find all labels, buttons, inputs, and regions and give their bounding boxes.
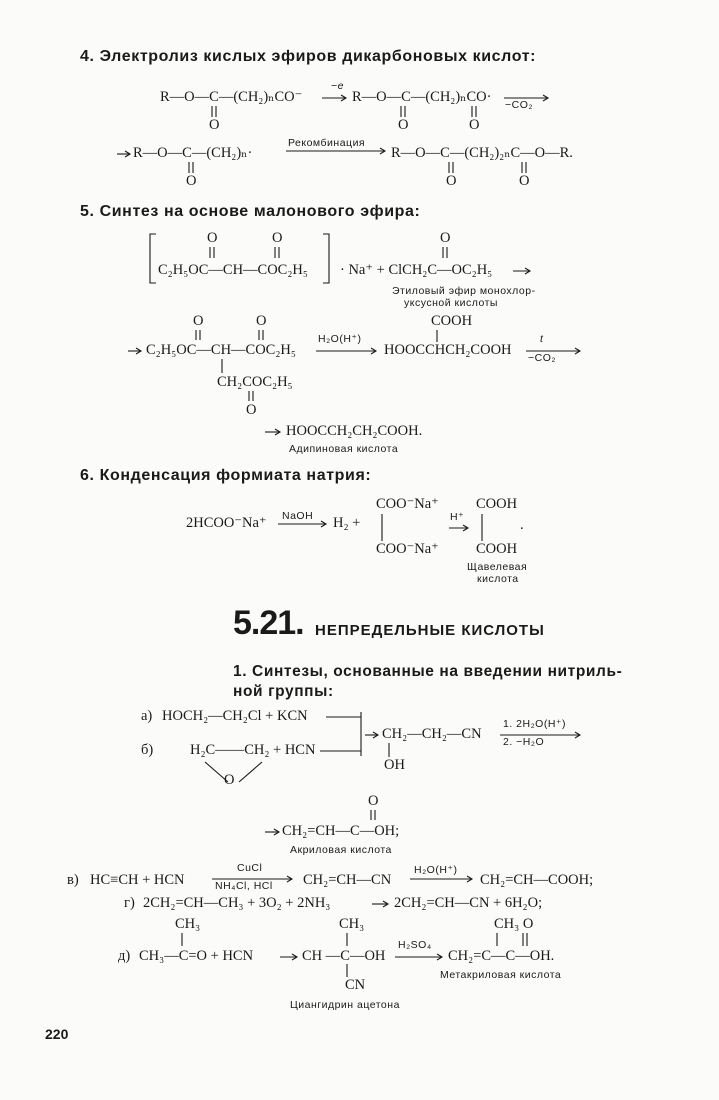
section-number: 5.21.	[233, 604, 304, 642]
r5b-o1: O	[193, 313, 204, 329]
rd-mid: CH —C—OH	[302, 948, 386, 964]
r5-chloroacetate: · Na⁺ + ClCH₂C—OC₂H₅	[340, 262, 493, 278]
arrow-cucl-label: CuCl	[237, 862, 263, 874]
r4-double-bonds	[189, 106, 526, 173]
r4b-radical: R—O—C—(CH₂)ₙ·	[133, 145, 253, 161]
arrow-ab-label-2: 2. −H₂O	[503, 736, 545, 748]
r5b-triester: C₂H₅OC—CH—COC₂H₅	[146, 342, 296, 358]
r5-o3: O	[440, 230, 451, 246]
arrow-recombination-label: Рекомбинация	[288, 137, 366, 149]
arrow-naoh-label: NaOH	[282, 510, 314, 522]
rd-cn: CN	[345, 977, 366, 993]
rg-right: 2CH₂=CH—CN + 6H₂O;	[394, 895, 543, 911]
rd-ch3o: CH₃ O	[494, 916, 534, 932]
rv-right: CH₂=CH—COOH;	[480, 872, 594, 888]
rg-lines	[372, 901, 388, 907]
caption-oxalic-1: Щавелевая	[467, 561, 528, 573]
r5-ester-caption-2: уксусной кислоты	[404, 297, 498, 309]
acr-o: O	[368, 793, 379, 809]
r4a-radical: R—O—C—(CH₂)ₙCO·	[352, 89, 492, 105]
heading-formate: 6. Конденсация формиата натрия:	[80, 467, 372, 484]
r4b-o1: O	[186, 173, 197, 189]
r4a-o2: O	[398, 117, 409, 133]
r6-dot: .	[520, 517, 524, 533]
caption-methacrylic: Метакриловая кислота	[440, 969, 562, 981]
caption-acrylic: Акриловая кислота	[290, 844, 392, 856]
r4a-o1: O	[209, 117, 220, 133]
r4a-o3: O	[469, 117, 480, 133]
r5b-cooh: COOH	[431, 313, 473, 329]
r5b-tricarboxylic: HOOCCHCH₂COOH	[384, 342, 512, 358]
rv-mid: CH₂=CH—CN	[303, 872, 392, 888]
arrow-h2o-label-2: H₂O(H⁺)	[414, 864, 458, 876]
subheading-line-2: ной группы:	[233, 683, 334, 700]
r5b-branch: CH₂COC₂H₅	[217, 374, 293, 390]
arrow-h2so4-label: H₂SO₄	[398, 939, 432, 951]
arrow-e-label: −e	[331, 80, 344, 92]
r5-arrows	[128, 268, 580, 435]
r5-double-bonds	[196, 247, 447, 401]
rd-left: CH₃—C=O + HCN	[139, 948, 254, 964]
arrow-co2-label-2: −CO₂	[528, 352, 556, 364]
r5-malonic-anion: C₂H₅OC—CH—COC₂H₅	[158, 262, 308, 278]
rb-epoxide-o: O	[224, 772, 235, 788]
ra-equation: HOCH₂—CH₂Cl + KCN	[162, 708, 308, 724]
rb-label: б)	[141, 742, 154, 758]
rd-ch3-a: CH₃	[175, 916, 201, 932]
rab-lines	[205, 712, 580, 782]
caption-adipic: Адипиновая кислота	[289, 443, 399, 455]
r4b-o2: O	[446, 173, 457, 189]
ra-label: а)	[141, 708, 153, 724]
r5b-o3: O	[246, 402, 257, 418]
acr-lines	[265, 810, 375, 835]
r5-ester-caption-1: Этиловый эфир монохлор-	[392, 285, 536, 297]
r6-coona-bottom: COO⁻Na⁺	[376, 541, 439, 557]
r4b-o3: O	[519, 173, 530, 189]
section-title: НЕПРЕДЕЛЬНЫЕ КИСЛОТЫ	[315, 622, 545, 639]
rd-lines	[182, 933, 527, 977]
acr-equation: CH₂=CH—C—OH;	[282, 823, 400, 839]
r6-coona-top: COO⁻Na⁺	[376, 496, 439, 512]
arrow-co2-label: −CO₂	[505, 99, 533, 111]
rab-product: CH₂—CH₂—CN	[382, 726, 482, 742]
r5-o1: O	[207, 230, 218, 246]
r4-arrows	[117, 95, 548, 157]
heading-malonic-synthesis: 5. Синтез на основе малонового эфира:	[80, 203, 421, 220]
arrow-hydrolysis-label: H₂O(H⁺)	[318, 333, 362, 345]
caption-cyanohydrin: Циангидрин ацетона	[290, 999, 400, 1011]
r6-lines	[278, 514, 482, 541]
rv-lines	[212, 876, 472, 882]
arrow-nh4cl-label: NH₄Cl, HCl	[215, 880, 273, 892]
r5-brackets	[150, 234, 329, 283]
r4a-reactant: R—O—C—(CH₂)ₙCO⁻	[160, 89, 303, 105]
rg-label: г)	[124, 895, 135, 911]
heading-electrolysis: 4. Электролиз кислых эфиров дикарбоновых кислот:	[80, 48, 537, 65]
rd-ch3-b: CH₃	[339, 916, 365, 932]
rd-right: CH₂=C—C—OH.	[448, 948, 555, 964]
arrow-ab-label-1: 1. 2H₂O(H⁺)	[503, 718, 566, 730]
r5b-o2: O	[256, 313, 267, 329]
rb-equation: H₂C——CH₂ + HCN	[190, 742, 316, 758]
rab-oh: OH	[384, 757, 405, 773]
rv-left: HC≡CH + HCN	[90, 872, 185, 888]
r5-o2: O	[272, 230, 283, 246]
r6-cooh-top: COOH	[476, 496, 518, 512]
rd-label: д)	[118, 948, 131, 964]
r4b-product: R—O—C—(CH₂)₂ₙC—O—R.	[391, 145, 573, 161]
r6-cooh-bottom: COOH	[476, 541, 518, 557]
arrow-t-label: t	[540, 333, 544, 345]
arrow-h-label: H⁺	[450, 511, 465, 523]
rg-left: 2CH₂=CH—CH₃ + 3O₂ + 2NH₃	[143, 895, 331, 911]
r5c-adipic: HOOCCH₂CH₂COOH.	[286, 423, 423, 439]
caption-oxalic-2: кислота	[477, 573, 519, 585]
r6-h2: H₂ +	[333, 515, 361, 531]
page-number: 220	[45, 1026, 69, 1042]
rv-label: в)	[67, 872, 79, 888]
subheading-line-1: 1. Синтезы, основанные на введении нитриль-	[233, 663, 623, 680]
r6-formate: 2HCOO⁻Na⁺	[186, 515, 267, 531]
